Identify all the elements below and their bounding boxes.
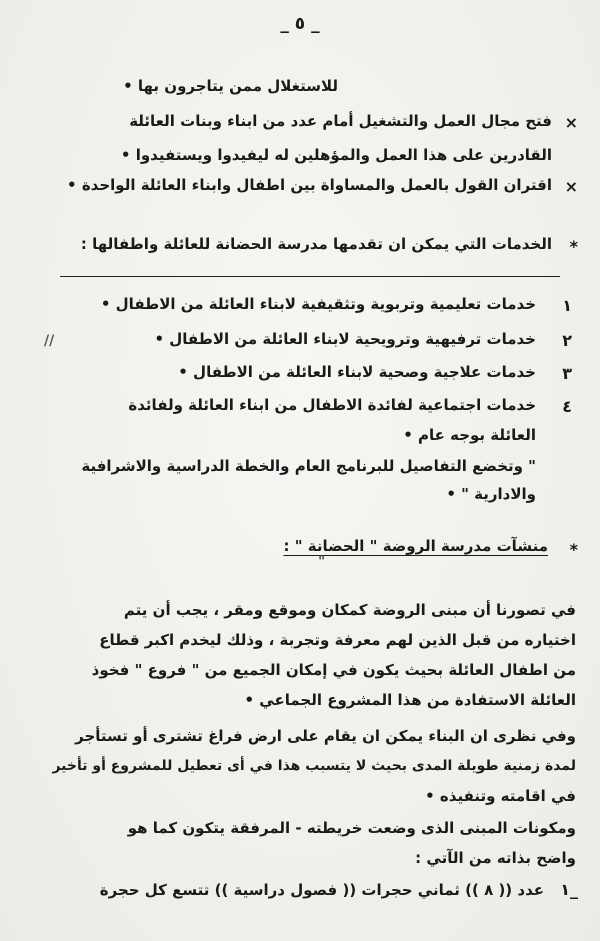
paragraph-line: من اطفال العائلة بحيث يكون في إمكان الجميع من " فروع " فخوذ (91, 661, 576, 679)
text-line: فتح مجال العمل والتشغيل أمام عدد من ابناء وبنات العائلة (129, 112, 552, 130)
paragraph-line: لمدة زمنية طويلة المدى بحيث لا يتسبب هذا في أى تعطيل للمشروع أو تأخير (52, 758, 576, 774)
text-line: والادارية " • (446, 485, 536, 503)
list-number: ٢ (562, 331, 572, 350)
bullet-cross-icon: × (564, 177, 578, 196)
bullet-star-icon: * (569, 540, 578, 559)
ink-mark: // (44, 333, 55, 349)
list-item: العائلة بوجه عام • (403, 426, 536, 444)
list-number: ١ (562, 296, 572, 315)
list-item: عدد (( ٨ )) ثماني حجرات (( فصول دراسية )) تتسع كل حجرة (99, 881, 544, 899)
paragraph-line: ومكونات المبنى الذى وضعت خريطته - المرفقة يتكون كما هو (127, 819, 576, 837)
bullet-star-icon: * (569, 237, 578, 256)
list-item: خدمات تعليمية وتربوية وتثقيفية لابناء العائلة من الاطفال • (100, 295, 536, 313)
section-heading: منشآت مدرسة الروضة " الحضانة " : (283, 537, 548, 555)
paragraph-line: في تصورنا أن مبنى الروضة كمكان وموقع ومقر ، يجب أن يتم (123, 601, 576, 619)
list-item: خدمات اجتماعية لفائدة الاطفال من ابناء العائلة ولفائدة (128, 396, 536, 414)
paragraph-line: وفي نظرى ان البناء يمكن ان يقام على ارض فراغ تشترى أو تستأجر (75, 727, 576, 745)
list-number: ٣ (562, 364, 572, 383)
page-number: _ ٥ _ (280, 14, 320, 34)
list-number: ١_ (560, 880, 578, 899)
section-heading: الخدمات التي يمكن ان تقدمها مدرسة الحضانة للعائلة واطفالها : (80, 235, 552, 253)
divider-line (60, 276, 560, 277)
ink-mark: " (318, 554, 326, 570)
text-line: اقتران القول بالعمل والمساواة بين اطفال وابناء العائلة الواحدة • (67, 176, 552, 194)
text-line: للاستغلال ممن يتاجرون بها • (123, 77, 338, 95)
text-line: القادرين على هذا العمل والمؤهلين له ليفيدوا ويستفيدوا • (120, 146, 552, 164)
list-item: خدمات علاجية وصحية لابناء العائلة من الاطفال • (178, 363, 536, 381)
paragraph-line: في اقامته وتنفيذه • (425, 787, 576, 805)
list-number: ٤ (562, 397, 572, 416)
bullet-cross-icon: × (564, 113, 578, 132)
text-line: " وتخضع التفاصيل للبرنامج العام والخطة الدراسية والاشرافية (81, 457, 536, 475)
paragraph-line: العائلة الاستفادة من هذا المشروع الجماعي • (244, 691, 576, 709)
paragraph-line: اختياره من قبل الذين لهم معرفة وتجربة ، وذلك ليخدم اكبر قطاع (99, 631, 576, 649)
paragraph-line: واضح بذاته من الآتي : (415, 849, 576, 867)
list-item: خدمات ترفيهية وترويحية لابناء العائلة من الاطفال • (154, 330, 536, 348)
